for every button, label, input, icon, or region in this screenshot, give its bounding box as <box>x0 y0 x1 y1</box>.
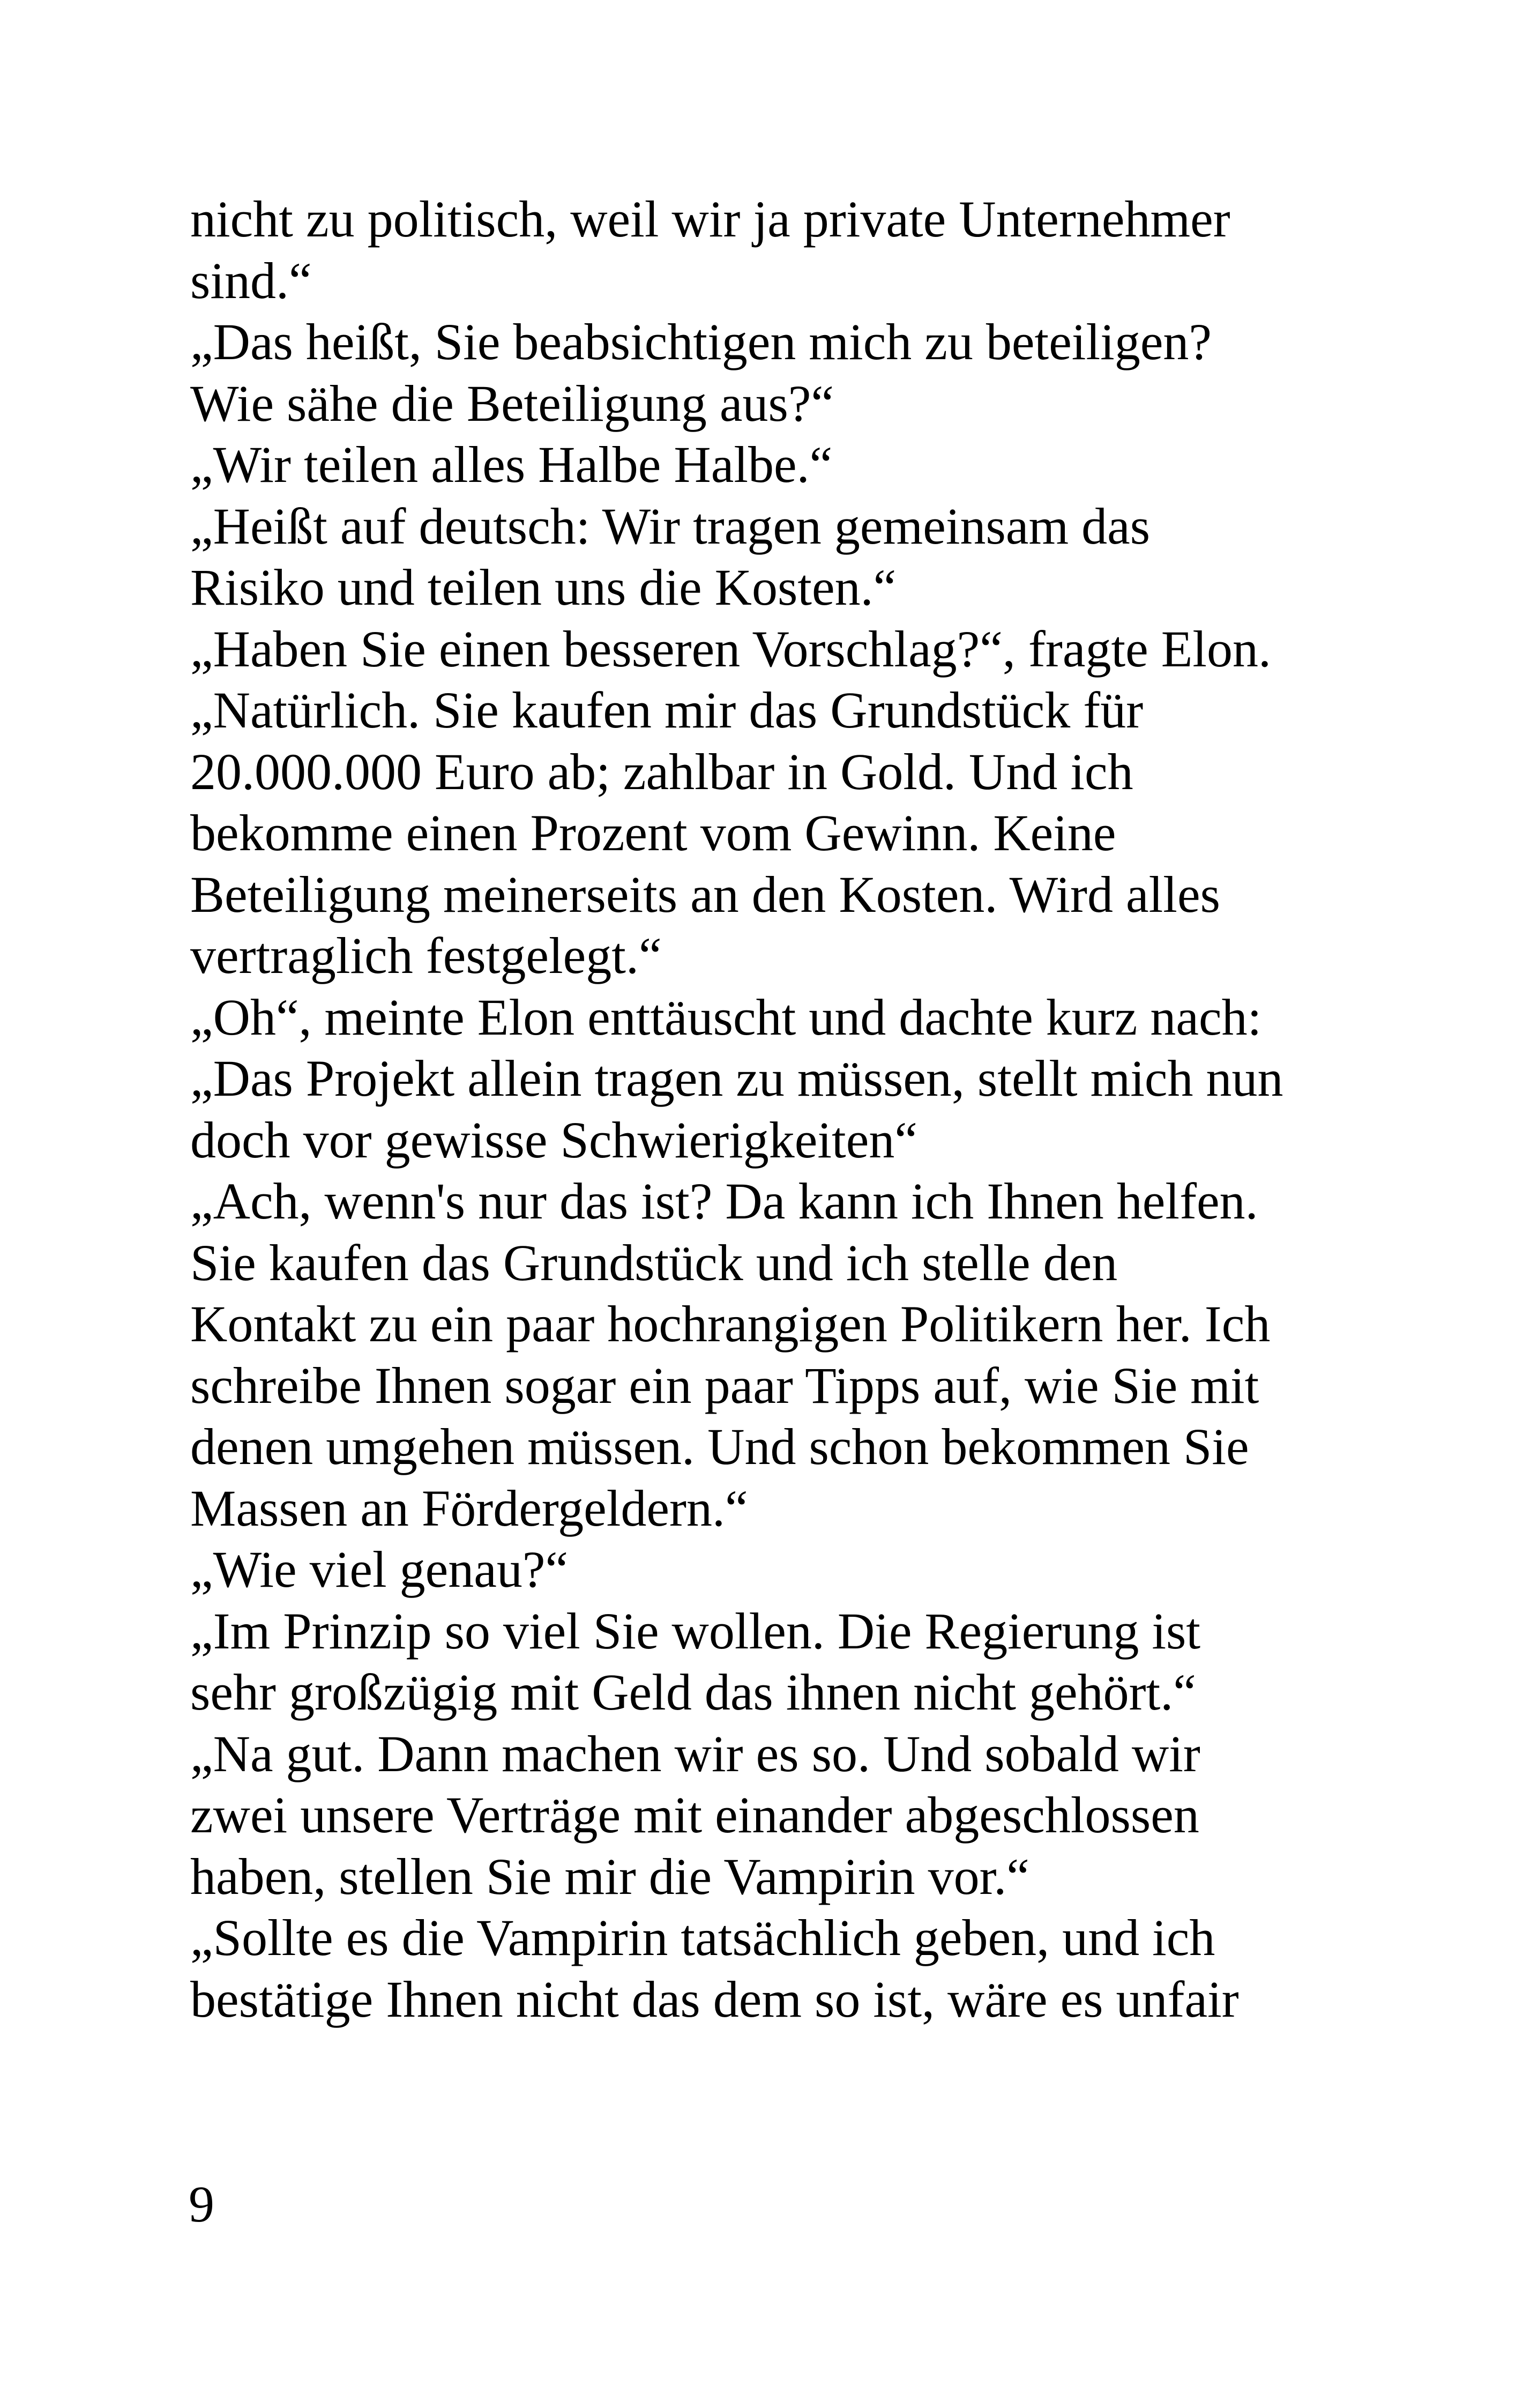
text-line: haben, stellen Sie mir die Vampirin vor.“ <box>190 1847 1029 1905</box>
text-line: Beteiligung meinerseits an den Kosten. Wird alles <box>190 865 1220 923</box>
text-line: „Ach, wenn's nur das ist? Da kann ich Ihnen helfen. <box>190 1172 1258 1230</box>
text-line: sind.“ <box>190 251 312 309</box>
text-line: Massen an Fördergeldern.“ <box>190 1479 748 1537</box>
text-line: „Natürlich. Sie kaufen mir das Grundstück für <box>190 681 1144 739</box>
text-line: vertraglich festgelegt.“ <box>190 927 662 984</box>
text-line: „Das Projekt allein tragen zu müssen, stellt mich nun <box>190 1050 1283 1107</box>
text-line: sehr großzügig mit Geld das ihnen nicht gehört.“ <box>190 1663 1196 1721</box>
text-line: Sie kaufen das Grundstück und ich stelle den <box>190 1233 1118 1291</box>
page-number: 9 <box>189 2175 214 2233</box>
text-line: nicht zu politisch, weil wir ja private Unternehmer <box>190 190 1230 248</box>
text-line: bekomme einen Prozent vom Gewinn. Keine <box>190 804 1116 861</box>
text-line: 20.000.000 Euro ab; zahlbar in Gold. Und ich <box>190 742 1133 800</box>
text-line: „Na gut. Dann machen wir es so. Und sobald wir <box>190 1725 1200 1782</box>
text-line: „Wir teilen alles Halbe Halbe.“ <box>190 436 833 493</box>
text-line: schreibe Ihnen sogar ein paar Tipps auf, wie Sie mit <box>190 1356 1259 1414</box>
text-line: Wie sähe die Beteiligung aus?“ <box>190 374 834 432</box>
text-line: denen umgehen müssen. Und schon bekommen Sie <box>190 1418 1249 1475</box>
text-line: „Oh“, meinte Elon enttäuscht und dachte kurz nach: <box>190 988 1262 1046</box>
text-line: „Haben Sie einen besseren Vorschlag?“, fragte Elon. <box>190 620 1272 678</box>
body-text <box>190 189 1342 2030</box>
text-line: zwei unsere Verträge mit einander abgeschlossen <box>190 1786 1199 1844</box>
text-line: „Das heißt, Sie beabsichtigen mich zu beteiligen? <box>190 313 1212 370</box>
text-line: „Sollte es die Vampirin tatsächlich geben, und ich <box>190 1909 1215 1966</box>
text-line: „Heißt auf deutsch: Wir tragen gemeinsam das <box>190 497 1151 555</box>
text-line: „Im Prinzip so viel Sie wollen. Die Regierung ist <box>190 1602 1201 1660</box>
text-line: Risiko und teilen uns die Kosten.“ <box>190 559 897 616</box>
text-line: „Wie viel genau?“ <box>190 1541 569 1598</box>
text-line: Kontakt zu ein paar hochrangigen Politikern her. Ich <box>190 1295 1271 1352</box>
text-line: doch vor gewisse Schwierigkeiten“ <box>190 1111 917 1169</box>
text-line: bestätige Ihnen nicht das dem so ist, wäre es unfair <box>190 1970 1239 2028</box>
